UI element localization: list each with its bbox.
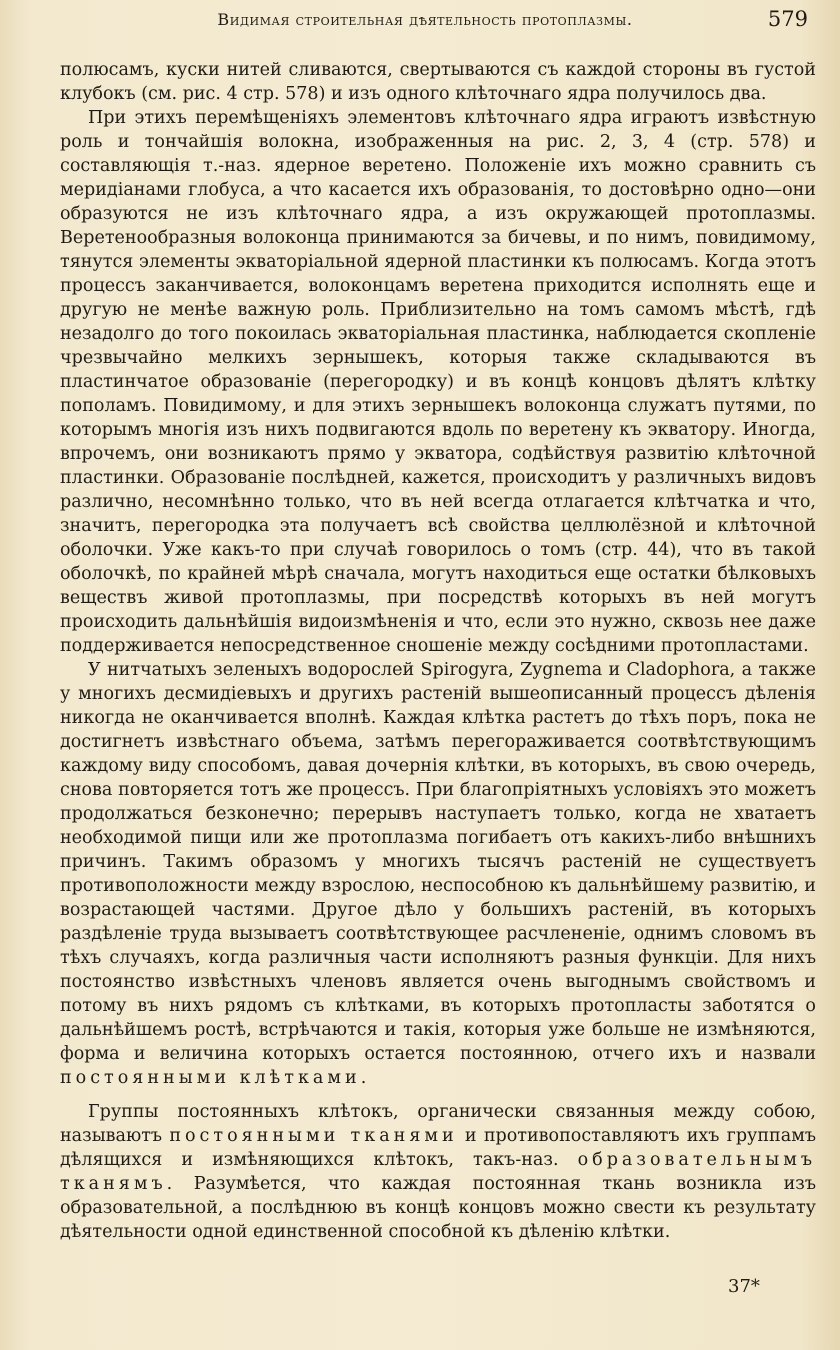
text-run: и противопоставляютъ ихъ группамъ дѣлящихся и измѣняющихся клѣтокъ, такъ-наз. — [60, 1126, 816, 1170]
spaced-term: образовательнымъ тканямъ — [60, 1150, 816, 1194]
text-run: . — [360, 1068, 367, 1088]
text-run: Группы постоянныхъ клѣтокъ, органически связанныя между собою, называютъ — [60, 1102, 816, 1146]
body-text — [60, 58, 816, 1244]
paragraph-continuation — [60, 58, 816, 106]
text-run: . Разумѣется, что каждая постоянная ткань возникла изъ образовательной, а послѣднюю въ концѣ концовъ можно свести къ результату дѣятельности одной единственной способной къ дѣленію клѣтки. — [60, 1174, 816, 1242]
paragraph-filamentous-algae — [60, 658, 816, 1090]
spaced-term: постоянными тканями — [169, 1126, 458, 1146]
text-run: У нитчатыхъ зеленыхъ водорослей Spirogyra, Zygnema и Cladophora, а также у многихъ десмидіевыхъ и другихъ растеній вышеописанный процессъ дѣленія никогда не оканчивается вполнѣ. Каждая клѣтка растетъ до тѣхъ поръ, пока не достигнетъ извѣстнаго объема, затѣмъ перегораживается соотвѣтствующимъ каждому виду способомъ, давая дочернія клѣтки, въ которыхъ, въ свою очередь, снова повторяется тотъ же процессъ. При благопріятныхъ условіяхъ это можетъ продолжаться безконечно; перерывъ наступаетъ только, когда не хватаетъ необходимой пищи или же протоплазма погибаетъ отъ какихъ-либо внѣшнихъ причинъ. Такимъ образомъ у многихъ тысячъ растеній не существуетъ противоположности между взрослою, неспособною къ дальнѣйшему развитію, и возрастающей частями. Другое дѣло у большихъ растеній, въ которыхъ раздѣленіе труда вызываетъ соотвѣтствующее расчлененіе, однимъ словомъ въ тѣхъ случаяхъ, когда различныя части исполняютъ разныя функціи. Для нихъ постоянство извѣстныхъ членовъ является очень выгоднымъ свойствомъ и потому въ нихъ рядомъ съ клѣтками, въ которыхъ протопласты заботятся о дальнѣйшемъ ростѣ, встрѣчаются и такія, которыя уже больше не измѣняются, форма и величина которыхъ остается постоянною, отчего ихъ и назвали — [60, 660, 816, 1064]
paragraph-tissues — [60, 1100, 816, 1244]
running-title: Видимая строительная дѣятельность протоплазмы. — [217, 10, 633, 29]
text-run: полюсамъ, куски нитей сливаются, свертываются съ каждой стороны въ густой клубокъ (см. рис. 4 стр. 578) и изъ одного клѣточнаго ядра получилось два. — [60, 60, 816, 104]
text-run: При этихъ перемѣщеніяхъ элементовъ клѣточнаго ядра играютъ извѣстную роль и тончайшія волокна, изображенныя на рис. 2, 3, 4 (стр. 578) и составляющія т.-наз. ядерное веретено. Положеніе ихъ можно сравнить съ меридіанами глобуса, а что касается ихъ образованія, то достовѣрно одно—они образуются не изъ клѣточнаго ядра, а изъ окружающей протоплазмы. Веретенообразныя волоконца принимаются за бичевы, и по нимъ, повидимому, тянутся элементы экваторіальной ядерной пластинки къ полюсамъ. Когда этотъ процессъ заканчивается, волоконцамъ веретена приходится исполнять еще и другую не менѣе важную роль. Приблизительно на томъ самомъ мѣстѣ, гдѣ незадолго до того покоилась экваторіальная пластинка, наблюдается скопленіе чрезвычайно мелкихъ зернышекъ, которыя также складываются въ пластинчатое образованіе (перегородку) и въ концѣ концовъ дѣлятъ клѣтку пополамъ. Повидимому, и для этихъ зернышекъ волоконца служатъ путями, по которымъ многія изъ нихъ подвигаются вдоль по веретену къ экватору. Иногда, впрочемъ, они возникаютъ прямо у экватора, содѣйствуя развитію клѣточной пластинки. Образованіе послѣдней, кажется, происходитъ у различныхъ видовъ различно, несомнѣнно только, что въ ней всегда отлагается клѣтчатка и что, значитъ, перегородка эта получаетъ всѣ свойства целлюлёзной и клѣточной оболочки. Уже какъ-то при случаѣ говорилось о томъ (стр. 44), что въ такой оболочкѣ, по крайней мѣрѣ сначала, могутъ находиться еще остатки бѣлковыхъ веществъ живой протоплазмы, при посредствѣ которыхъ въ ней могутъ происходить дальнѣйшія видоизмѣненія и что, если это нужно, сквозь нее даже поддерживается непосредственное сношеніе между сосѣдними протопластами. — [60, 108, 816, 656]
page-number: 579 — [767, 7, 808, 31]
signature-mark: 37* — [728, 1276, 760, 1297]
spaced-term: постоянными клѣтками — [60, 1068, 361, 1088]
paragraph-spindle — [60, 106, 816, 658]
